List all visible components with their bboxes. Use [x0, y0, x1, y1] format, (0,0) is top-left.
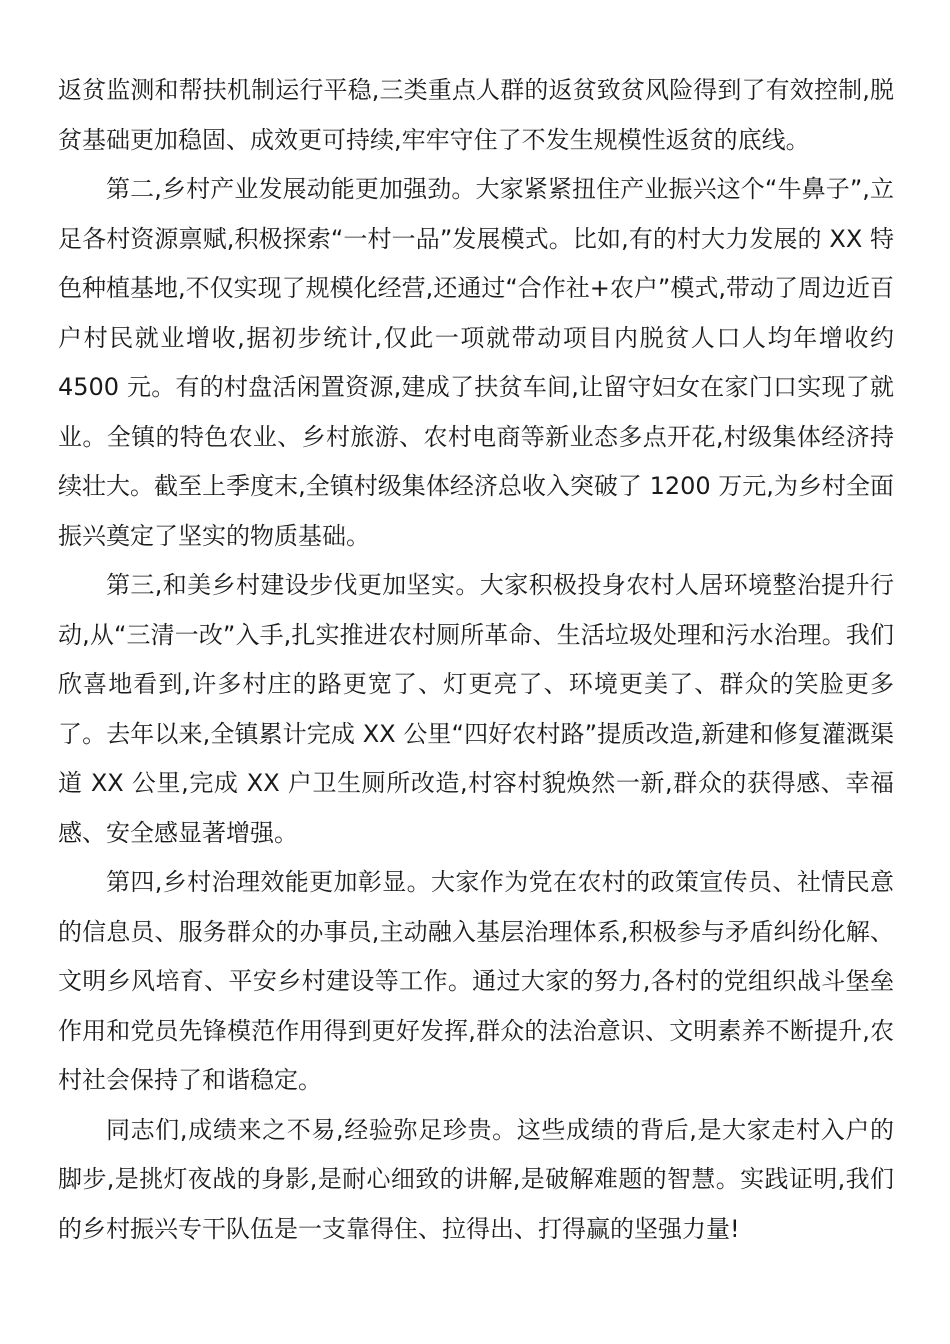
paragraph-rural-governance: 第四,乡村治理效能更加彰显。大家作为党在农村的政策宣传员、社情民意的信息员、服务群众的办事员,主动融入基层治理体系,积极参与矛盾纠纷化解、文明乡风培育、平安乡村建设等工作。通过大家的努力,各村的党组织战斗堡垒作用和党员先锋模范作用得到更好发挥,群众的法治意识、文明素养不断提升,农村社会保持了和谐稳定。 — [58, 868, 894, 1094]
document-body — [58, 66, 894, 1254]
paragraph-industry-development: 第二,乡村产业发展动能更加强劲。大家紧紧扭住产业振兴这个“牛鼻子”,立足各村资源禀赋,积极探索“一村一品”发展模式。比如,有的村大力发展的 XX 特色种植基地,不仅实现了规模化经营,还通过“合作社+农户”模式,带动了周边近百户村民就业增收,据初步统计,仅此一项就带动项目内脱贫人口人均年增收约 4500 元。有的村盘活闲置资源,建成了扶贫车间,让留守妇女在家门口实现了就业。全镇的特色农业、乡村旅游、农村电商等新业态多点开花,村级集体经济持续壮大。截至上季度末,全镇村级集体经济总收入突破了 1200 万元,为乡村全面振兴奠定了坚实的物质基础。 — [58, 175, 894, 550]
paragraph-continuation: 返贫监测和帮扶机制运行平稳,三类重点人群的返贫致贫风险得到了有效控制,脱贫基础更加稳固、成效更可持续,牢牢守住了不发生规模性返贫的底线。 — [58, 76, 894, 154]
paragraph-village-construction: 第三,和美乡村建设步伐更加坚实。大家积极投身农村人居环境整治提升行动,从“三清一改”入手,扎实推进农村厕所革命、生活垃圾处理和污水治理。我们欣喜地看到,许多村庄的路更宽了、灯更亮了、环境更美了、群众的笑脸更多了。去年以来,全镇累计完成 XX 公里“四好农村路”提质改造,新建和修复灌溉渠道 XX 公里,完成 XX 户卫生厕所改造,村容村貌焕然一新,群众的获得感、幸福感、安全感显著增强。 — [58, 571, 894, 847]
paragraph-conclusion: 同志们,成绩来之不易,经验弥足珍贵。这些成绩的背后,是大家走村入户的脚步,是挑灯夜战的身影,是耐心细致的讲解,是破解难题的智慧。实践证明,我们的乡村振兴专干队伍是一支靠得住、拉得出、打得赢的坚强力量! — [58, 1115, 894, 1243]
